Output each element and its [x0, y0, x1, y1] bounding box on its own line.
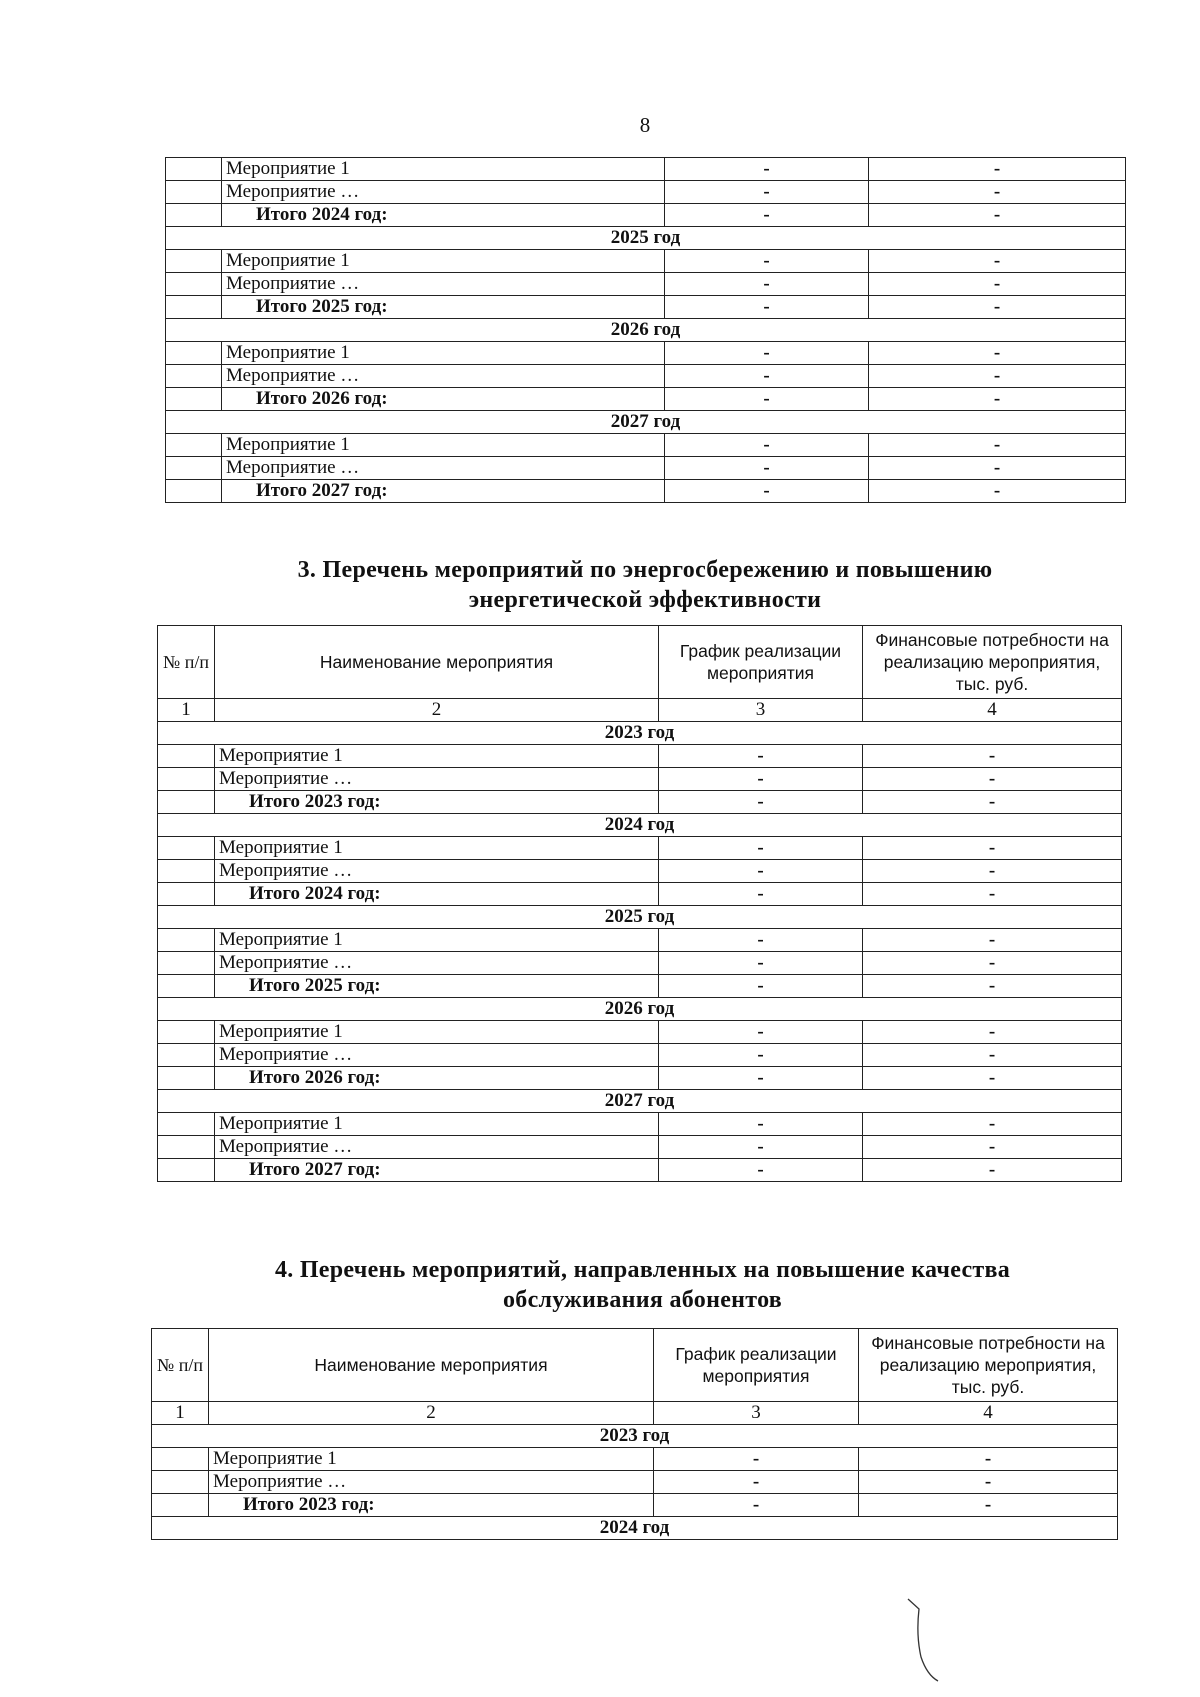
pen-mark	[905, 1595, 945, 1685]
row-number-cell	[166, 342, 222, 365]
table-row	[158, 837, 1122, 860]
year-heading: 2023 год	[152, 1425, 1118, 1448]
schedule-cell: -	[665, 158, 869, 181]
header-num: № п/п	[152, 1329, 209, 1402]
schedule-cell: -	[659, 791, 863, 814]
table-row	[158, 768, 1122, 791]
year-row	[158, 1090, 1122, 1113]
year-row	[152, 1517, 1118, 1540]
row-number-cell	[158, 791, 215, 814]
activity-name: Мероприятие 1	[222, 342, 665, 365]
col-index-2: 2	[209, 1402, 654, 1425]
schedule-cell: -	[659, 1113, 863, 1136]
finance-cell: -	[869, 158, 1126, 181]
year-row	[158, 722, 1122, 745]
schedule-cell: -	[665, 342, 869, 365]
table-row	[158, 1113, 1122, 1136]
col-index-4: 4	[859, 1402, 1118, 1425]
row-number-cell	[152, 1471, 209, 1494]
table-row	[158, 952, 1122, 975]
finance-cell: -	[863, 837, 1122, 860]
table-row	[152, 1448, 1118, 1471]
row-number-cell	[158, 1044, 215, 1067]
total-row	[166, 296, 1126, 319]
schedule-cell: -	[665, 181, 869, 204]
table-row	[166, 273, 1126, 296]
year-heading: 2025 год	[166, 227, 1126, 250]
row-number-cell	[166, 480, 222, 503]
total-row	[158, 883, 1122, 906]
total-row	[158, 1067, 1122, 1090]
finance-cell: -	[859, 1448, 1118, 1471]
header-schedule: График реализации мероприятия	[659, 626, 863, 699]
activity-name: Мероприятие 1	[215, 1113, 659, 1136]
finance-cell: -	[863, 1067, 1122, 1090]
row-number-cell	[158, 768, 215, 791]
schedule-cell: -	[659, 745, 863, 768]
row-number-cell	[158, 1159, 215, 1182]
activity-name: Мероприятие 1	[222, 434, 665, 457]
activity-name: Мероприятие …	[222, 365, 665, 388]
row-number-cell	[158, 1021, 215, 1044]
col-index-1: 1	[158, 699, 215, 722]
total-label: Итого 2023 год:	[209, 1494, 654, 1517]
activity-name: Мероприятие …	[222, 457, 665, 480]
schedule-cell: -	[659, 837, 863, 860]
col-index-3: 3	[659, 699, 863, 722]
row-number-cell	[166, 296, 222, 319]
finance-cell: -	[863, 1021, 1122, 1044]
schedule-cell: -	[654, 1471, 859, 1494]
table-row	[158, 1136, 1122, 1159]
continuation-table	[165, 157, 1126, 503]
schedule-cell: -	[654, 1494, 859, 1517]
finance-cell: -	[869, 365, 1126, 388]
finance-cell: -	[863, 1113, 1122, 1136]
table-row	[158, 860, 1122, 883]
finance-cell: -	[863, 1159, 1122, 1182]
schedule-cell: -	[665, 250, 869, 273]
total-label: Итого 2027 год:	[222, 480, 665, 503]
finance-cell: -	[869, 181, 1126, 204]
table-row	[166, 457, 1126, 480]
total-label: Итого 2023 год:	[215, 791, 659, 814]
energy-saving-table	[157, 625, 1122, 1182]
finance-cell: -	[863, 952, 1122, 975]
table-row	[158, 1044, 1122, 1067]
col-index-4: 4	[863, 699, 1122, 722]
year-row	[158, 906, 1122, 929]
row-number-cell	[152, 1494, 209, 1517]
year-row	[166, 227, 1126, 250]
section-3-title-line1: 3. Перечень мероприятий по энергосбережению и повышению	[297, 557, 993, 583]
finance-cell: -	[863, 768, 1122, 791]
activity-name: Мероприятие 1	[215, 837, 659, 860]
finance-cell: -	[869, 388, 1126, 411]
schedule-cell: -	[659, 883, 863, 906]
col-index-2: 2	[215, 699, 659, 722]
schedule-cell: -	[659, 1136, 863, 1159]
year-heading: 2026 год	[166, 319, 1126, 342]
total-label: Итого 2026 год:	[215, 1067, 659, 1090]
table-row	[152, 1471, 1118, 1494]
total-label: Итого 2027 год:	[215, 1159, 659, 1182]
activity-name: Мероприятие …	[215, 1044, 659, 1067]
row-number-cell	[158, 883, 215, 906]
finance-cell: -	[863, 791, 1122, 814]
year-heading: 2024 год	[158, 814, 1122, 837]
row-number-cell	[166, 250, 222, 273]
activity-name: Мероприятие …	[215, 1136, 659, 1159]
schedule-cell: -	[665, 296, 869, 319]
col-index-1: 1	[152, 1402, 209, 1425]
row-number-cell	[158, 952, 215, 975]
row-number-cell	[166, 158, 222, 181]
row-number-cell	[158, 975, 215, 998]
finance-cell: -	[863, 1044, 1122, 1067]
finance-cell: -	[869, 434, 1126, 457]
finance-cell: -	[863, 883, 1122, 906]
schedule-cell: -	[659, 975, 863, 998]
section-4-title	[150, 1255, 1135, 1315]
schedule-cell: -	[665, 204, 869, 227]
total-label: Итого 2025 год:	[222, 296, 665, 319]
finance-cell: -	[863, 929, 1122, 952]
customer-service-table	[151, 1328, 1118, 1540]
row-number-cell	[158, 1136, 215, 1159]
schedule-cell: -	[654, 1448, 859, 1471]
section-4-title-line2: обслуживания абонентов	[502, 1287, 783, 1313]
activity-name: Мероприятие 1	[222, 158, 665, 181]
activity-name: Мероприятие …	[215, 860, 659, 883]
activity-name: Мероприятие 1	[215, 929, 659, 952]
schedule-cell: -	[659, 1067, 863, 1090]
finance-cell: -	[869, 342, 1126, 365]
total-label: Итого 2024 год:	[222, 204, 665, 227]
header-finance: Финансовые потребности на реализацию мероприятия, тыс. руб.	[863, 626, 1122, 699]
year-heading: 2026 год	[158, 998, 1122, 1021]
row-number-cell	[166, 204, 222, 227]
total-label: Итого 2026 год:	[222, 388, 665, 411]
table-row	[158, 929, 1122, 952]
activity-name: Мероприятие …	[209, 1471, 654, 1494]
table-row	[166, 181, 1126, 204]
total-row	[166, 204, 1126, 227]
finance-cell: -	[869, 457, 1126, 480]
row-number-cell	[166, 181, 222, 204]
table-row	[166, 434, 1126, 457]
activity-name: Мероприятие 1	[209, 1448, 654, 1471]
total-row	[158, 1159, 1122, 1182]
finance-cell: -	[869, 204, 1126, 227]
total-row	[158, 791, 1122, 814]
header-finance: Финансовые потребности на реализацию мероприятия, тыс. руб.	[859, 1329, 1118, 1402]
schedule-cell: -	[659, 1021, 863, 1044]
finance-cell: -	[869, 480, 1126, 503]
row-number-cell	[158, 837, 215, 860]
schedule-cell: -	[665, 434, 869, 457]
year-heading: 2023 год	[158, 722, 1122, 745]
table-row	[166, 365, 1126, 388]
finance-cell: -	[859, 1471, 1118, 1494]
total-row	[166, 480, 1126, 503]
finance-cell: -	[869, 250, 1126, 273]
finance-cell: -	[863, 975, 1122, 998]
row-number-cell	[166, 457, 222, 480]
schedule-cell: -	[665, 273, 869, 296]
finance-cell: -	[869, 296, 1126, 319]
row-number-cell	[158, 745, 215, 768]
total-row	[166, 388, 1126, 411]
header-schedule: График реализации мероприятия	[654, 1329, 859, 1402]
year-row	[152, 1425, 1118, 1448]
page-number: 8	[639, 113, 651, 137]
table-row	[158, 745, 1122, 768]
row-number-cell	[152, 1448, 209, 1471]
total-label: Итого 2025 год:	[215, 975, 659, 998]
table-row	[166, 158, 1126, 181]
section-3-title-line2: энергетической эффективности	[468, 587, 822, 613]
activity-name: Мероприятие …	[222, 273, 665, 296]
total-row	[158, 975, 1122, 998]
schedule-cell: -	[659, 768, 863, 791]
header-name: Наименование мероприятия	[209, 1329, 654, 1402]
year-row	[166, 411, 1126, 434]
finance-cell: -	[869, 273, 1126, 296]
schedule-cell: -	[665, 388, 869, 411]
schedule-cell: -	[659, 1159, 863, 1182]
row-number-cell	[158, 1113, 215, 1136]
year-heading: 2024 год	[152, 1517, 1118, 1540]
col-index-3: 3	[654, 1402, 859, 1425]
header-num: № п/п	[158, 626, 215, 699]
schedule-cell: -	[665, 480, 869, 503]
row-number-cell	[166, 365, 222, 388]
row-number-cell	[158, 1067, 215, 1090]
year-row	[166, 319, 1126, 342]
year-row	[158, 814, 1122, 837]
row-number-cell	[166, 434, 222, 457]
activity-name: Мероприятие …	[222, 181, 665, 204]
row-number-cell	[158, 929, 215, 952]
row-number-cell	[166, 273, 222, 296]
section-4-title-line1: 4. Перечень мероприятий, направленных на повышение качества	[274, 1257, 1011, 1283]
schedule-cell: -	[659, 860, 863, 883]
activity-name: Мероприятие …	[215, 952, 659, 975]
section-3-title	[150, 555, 1140, 615]
finance-cell: -	[859, 1494, 1118, 1517]
year-heading: 2027 год	[158, 1090, 1122, 1113]
row-number-cell	[158, 860, 215, 883]
schedule-cell: -	[659, 1044, 863, 1067]
activity-name: Мероприятие 1	[222, 250, 665, 273]
schedule-cell: -	[659, 929, 863, 952]
activity-name: Мероприятие 1	[215, 1021, 659, 1044]
finance-cell: -	[863, 1136, 1122, 1159]
activity-name: Мероприятие 1	[215, 745, 659, 768]
total-row	[152, 1494, 1118, 1517]
year-heading: 2025 год	[158, 906, 1122, 929]
table-row	[166, 342, 1126, 365]
finance-cell: -	[863, 860, 1122, 883]
header-name: Наименование мероприятия	[215, 626, 659, 699]
year-heading: 2027 год	[166, 411, 1126, 434]
table-row	[166, 250, 1126, 273]
row-number-cell	[166, 388, 222, 411]
table-row	[158, 1021, 1122, 1044]
year-row	[158, 998, 1122, 1021]
schedule-cell: -	[665, 457, 869, 480]
finance-cell: -	[863, 745, 1122, 768]
total-label: Итого 2024 год:	[215, 883, 659, 906]
schedule-cell: -	[665, 365, 869, 388]
activity-name: Мероприятие …	[215, 768, 659, 791]
schedule-cell: -	[659, 952, 863, 975]
